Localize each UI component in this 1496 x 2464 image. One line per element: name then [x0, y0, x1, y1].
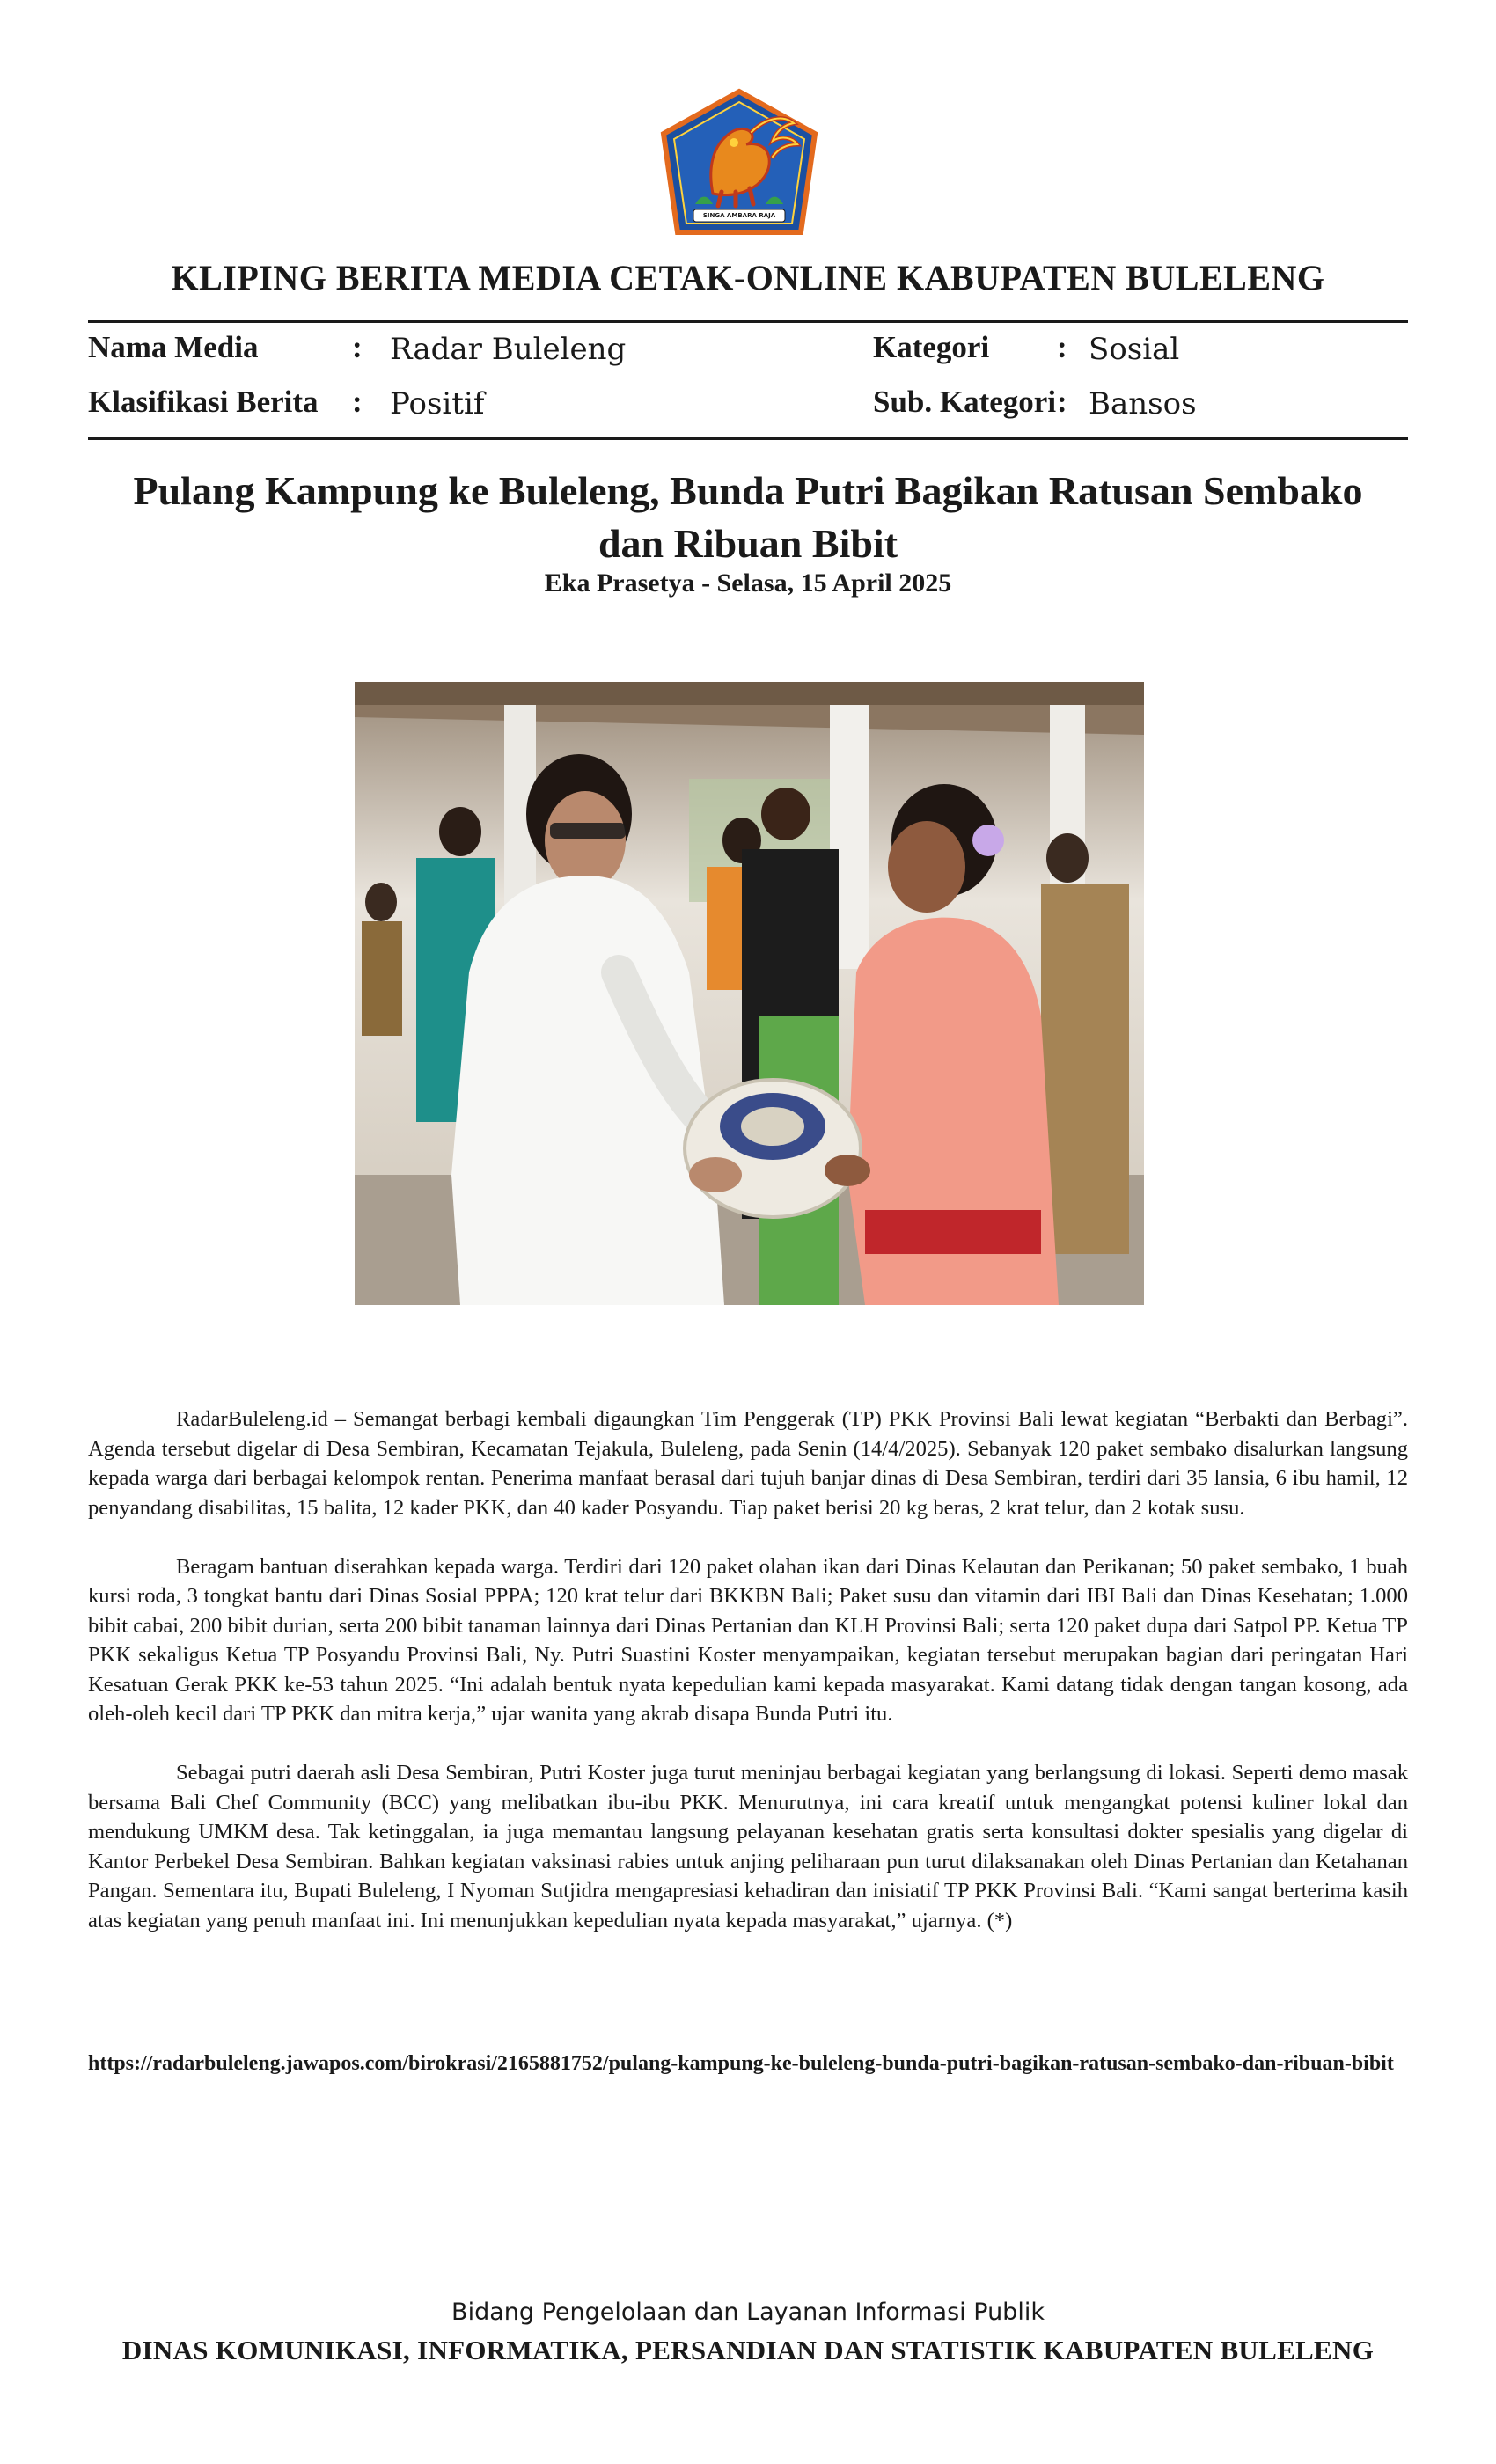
headline-line-2: dan Ribuan Bibit: [598, 521, 898, 566]
headline-line-1: Pulang Kampung ke Buleleng, Bunda Putri Bagikan Ratusan Sembako: [133, 468, 1363, 513]
sub-kategori-label: Sub. Kategori: [873, 385, 1057, 419]
article-photo: [355, 682, 1144, 1305]
sub-kategori-colon: :: [1057, 385, 1067, 419]
meta-row-2: [88, 385, 1408, 429]
masthead-title: KLIPING BERITA MEDIA CETAK-ONLINE KABUPATEN BULELENG: [171, 258, 1325, 297]
footer-division: Bidang Pengelolaan dan Layanan Informasi Publik: [451, 2299, 1045, 2326]
klasifikasi-value: Positif: [390, 386, 485, 422]
klasifikasi-label: Klasifikasi Berita: [88, 385, 319, 419]
kategori-colon: :: [1057, 330, 1067, 364]
footer-agency: DINAS KOMUNIKASI, INFORMATIKA, PERSANDIAN DAN STATISTIK KABUPATEN BULELENG: [121, 2335, 1375, 2365]
sub-kategori-value: Bansos: [1089, 386, 1197, 422]
article-paragraph-2: Beragam bantuan diserahkan kepada warga. Terdiri dari 120 paket olahan ikan dari Dinas Kelautan dan Perikanan; 50 paket sembako, 1 buah kursi roda, 3 tongkat bantu dari Dinas Sosial PPPA; 120 krat telur dari BKKBN Bali; Paket susu dan vitamin dari IBI Bali dan Dinas Kesehatan; 1.000 bibit cabai, 200 bibit durian, serta 200 bibit tanaman lainnya dari Dinas Pertanian dan KLH Provinsi Bali; serta 120 paket dupa dari Satpol PP. Ketua TP PKK sekaligus Ketua TP Posyandu Provinsi Bali, Ny. Putri Suastini Koster menyampaikan, kegiatan tersebut merupakan bagian dari peringatan Hari Kesatuan Gerak PKK ke-53 tahun 2025. “Ini adalah bentuk nyata kepedulian kami kepada masyarakat. Kami datang tidak dengan tangan kosong, ada oleh-oleh kecil dari TP PKK dan mitra kerja,” ujar wanita yang akrab disapa Bunda Putri itu.: [88, 1554, 1408, 1726]
clipping-page: [88, 0, 1408, 2464]
klasifikasi-colon: :: [352, 385, 363, 419]
meta-row-1: [88, 330, 1408, 374]
buleleng-emblem-logo: [660, 88, 818, 238]
article-byline: Eka Prasetya - Selasa, 15 April 2025: [544, 568, 952, 598]
nama-media-label: Nama Media: [88, 330, 259, 364]
kategori-value: Sosial: [1089, 332, 1180, 367]
kategori-label: Kategori: [873, 330, 990, 364]
emblem-motto: SINGA AMBARA RAJA: [702, 212, 776, 219]
article-body: [88, 1404, 1408, 1965]
source-link[interactable]: https://radarbuleleng.jawapos.com/birokrasi/2165881752/pulang-kampung-ke-buleleng-bunda-putri-bagikan-ratusan-sembako-dan-ribuan-bibit: [88, 2052, 1394, 2075]
divider-top: [88, 320, 1408, 323]
article-paragraph-1: RadarBuleleng.id – Semangat berbagi kembali digaungkan Tim Penggerak (TP) PKK Provinsi Bali lewat kegiatan “Berbakti dan Berbagi”. Agenda tersebut digelar di Desa Sembiran, Kecamatan Tejakula, Buleleng, pada Senin (14/4/2025). Sebanyak 120 paket sembako disalurkan langsung kepada warga dari berbagai kelompok rentan. Penerima manfaat berasal dari tujuh banjar dinas di Desa Sembiran, terdiri dari 35 lansia, 6 ibu hamil, 12 penyandang disabilitas, 15 balita, 12 kader PKK, dan 40 kader Posyandu. Tiap paket berisi 20 kg beras, 2 krat telur, dan 2 kotak susu.: [88, 1407, 1408, 1520]
article-paragraph-3: Sebagai putri daerah asli Desa Sembiran, Putri Koster juga turut meninjau berbagai kegiatan yang berlangsung di lokasi. Seperti demo masak bersama Bali Chef Community (BCC) yang melibatkan ibu-ibu PKK. Menurutnya, ini cara kreatif untuk mengangkat potensi kuliner lokal dan mendukung UMKM desa. Tak ketinggalan, ia juga memantau langsung pelayanan kesehatan gratis serta konsultasi dokter spesialis yang digelar di Kantor Perbekel Desa Sembiran. Bahkan kegiatan vaksinasi rabies untuk anjing peliharaan pun turut dilaksanakan oleh Dinas Pertanian dan Ketahanan Pangan. Sementara itu, Bupati Buleleng, I Nyoman Sutjidra mengapresiasi kehadiran dan inisiatif TP PKK Provinsi Bali. “Kami sangat berterima kasih atas kegiatan yang penuh manfaat ini. Ini menunjukkan kepedulian nyata kepada masyarakat,” ujarnya. (*): [88, 1761, 1408, 1932]
divider-bottom: [88, 437, 1408, 440]
nama-media-value: Radar Buleleng: [390, 332, 627, 367]
article-headline: [88, 465, 1408, 570]
nama-media-colon: :: [352, 330, 363, 364]
